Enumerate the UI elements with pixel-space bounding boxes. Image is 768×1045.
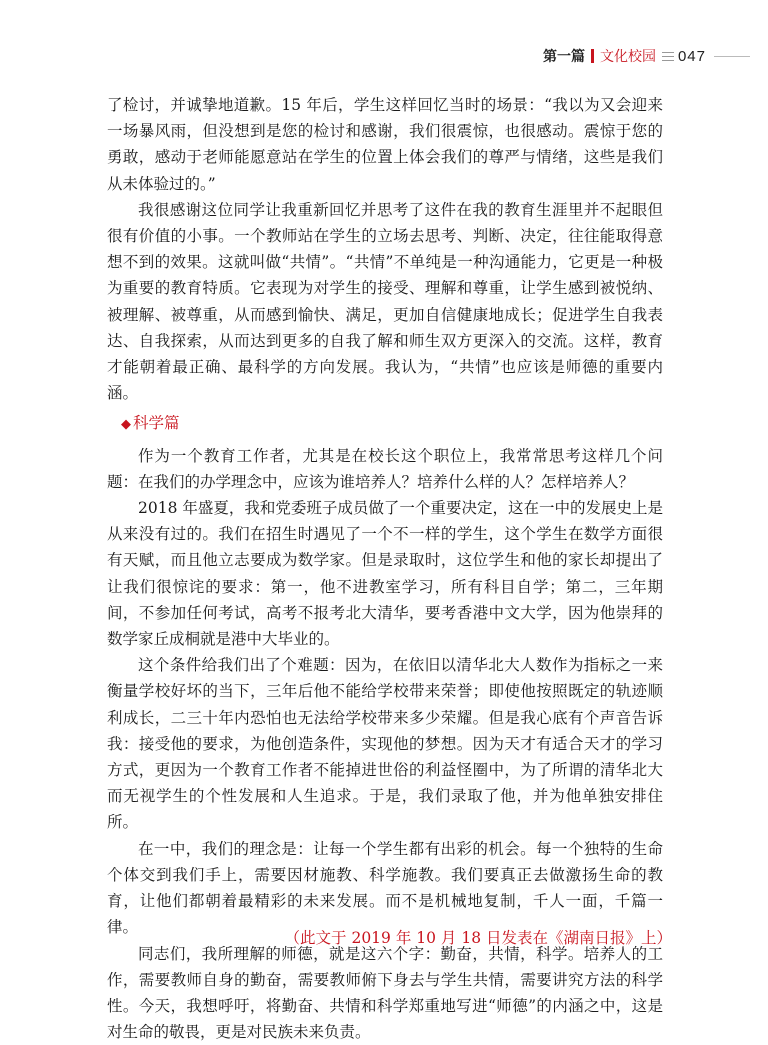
- source-note: （此文于 2019 年 10 月 18 日发表在《湖南日报》上）: [285, 926, 672, 948]
- header-bars-icon: [662, 52, 674, 61]
- section-heading: [107, 410, 663, 438]
- header-part: 第一篇: [543, 46, 585, 66]
- paragraph: 2018 年盛夏，我和党委班子成员做了一个重要决定，这在一中的发展史上是从来没有过的。我们在招生时遇见了一个不一样的学生，这个学生在数学方面很有天赋，而且他立志要成为数学家。但是录取时，这位学生和他的家长却提出了让我们很惊诧的要求：第一，他不进教室学习，所有科目自学；第二，三年期间，不参加任何考试，高考不报考北大清华，要考香港中文大学，因为他崇拜的数学家丘成桐就是港中大毕业的。: [107, 495, 663, 652]
- header-section: 文化校园: [600, 46, 656, 66]
- paragraph: 了检讨，并诚挚地道歉。15 年后，学生这样回忆当时的场景：“我以为又会迎来一场暴风雨，但没想到是您的检讨和感谢，我们很震惊，也很感动。震惊于您的勇敢，感动于老师能愿意站在学生的位置上体会我们的尊严与情绪，这些是我们从未体验过的。”: [107, 92, 663, 197]
- paragraph: 同志们，我所理解的师德，就是这六个字：勤奋，共情，科学。培养人的工作，需要教师自身的勤奋，需要教师俯下身去与学生共情，需要讲究方法的科学性。今天，我想呼吁，将勤奋、共情和科学郑重地写进“师德”的内涵之中，这是对生命的敬畏，更是对民族未来负责。: [107, 941, 663, 1045]
- paragraph: 这个条件给我们出了个难题：因为，在依旧以清华北大人数作为指标之一来衡量学校好坏的当下，三年后他不能给学校带来荣誉；即使他按照既定的轨迹顺利成长，二三十年内恐怕也无法给学校带来多少荣耀。但是我心底有个声音告诉我：接受他的要求，为他创造条件，实现他的梦想。因为天才有适合天才的学习方式，更因为一个教育工作者不能掉进世俗的利益怪圈中，为了所谓的清华北大而无视学生的个性发展和人生追求。于是，我们录取了他，并为他单独安排住所。: [107, 652, 663, 835]
- paragraph: 作为一个教育工作者，尤其是在校长这个职位上，我常常思考这样几个问题：在我们的办学理念中，应该为谁培养人？培养什么样的人？怎样培养人？: [107, 443, 663, 495]
- page-number: 047: [678, 48, 706, 65]
- paragraph: 我很感谢这位同学让我重新回忆并思考了这件在我的教育生涯里并不起眼但很有价值的小事。一个教师站在学生的立场去思考、判断、决定，往往能取得意想不到的效果。这就叫做“共情”。“共情”不单纯是一种沟通能力，它更是一种极为重要的教育特质。它表现为对学生的接受、理解和尊重，让学生感到被悦纳、被理解、被尊重，从而感到愉快、满足，更加自信健康地成长；促进学生自我表达、自我探索，从而达到更多的自我了解和师生双方更深入的交流。这样，教育才能朝着最正确、最科学的方向发展。我认为，“共情”也应该是师德的重要内涵。: [107, 197, 663, 407]
- paragraph: 在一中，我们的理念是：让每一个学生都有出彩的机会。每一个独特的生命个体交到我们手上，需要因材施教、科学施教。我们要真正去做激扬生命的教育，让他们都朝着最精彩的未来发展。而不是机械地复制，千人一面，千篇一律。: [107, 836, 663, 941]
- diamond-icon: ◆: [121, 417, 131, 432]
- section-heading-text: 科学篇: [133, 414, 180, 432]
- running-header: [543, 46, 750, 66]
- header-divider: [591, 49, 594, 63]
- header-rule: [714, 56, 750, 57]
- article-body: [107, 92, 663, 1045]
